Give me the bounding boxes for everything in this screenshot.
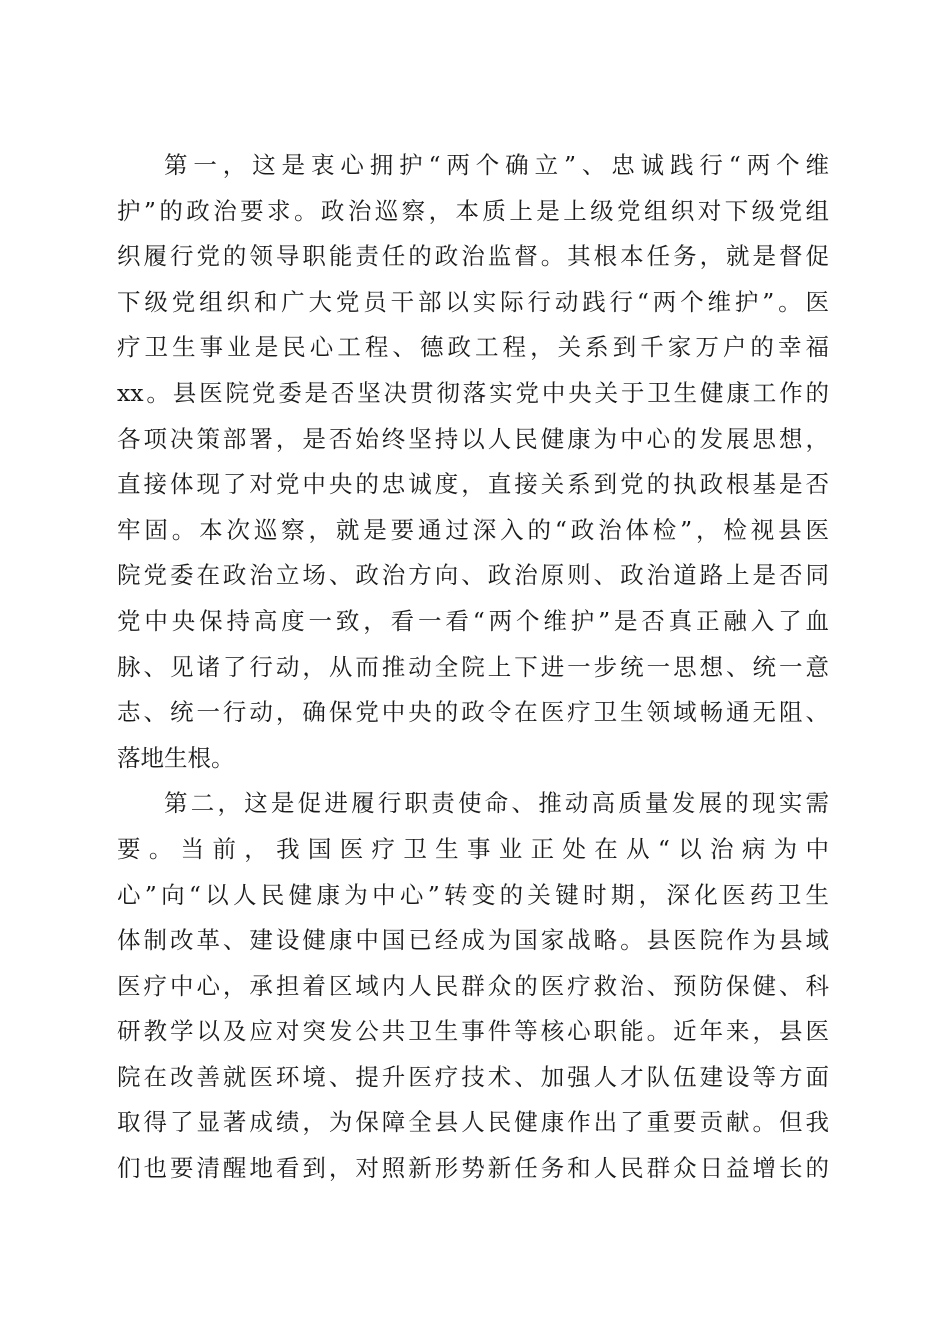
text-line: 落地生根。 — [117, 743, 235, 772]
text-line: 体制改革、建设健康中国已经成为国家战略。县医院作为县域 — [117, 926, 829, 955]
text-line: 第一，这是衷心拥护“两个确立”、忠诚践行“两个维 — [164, 151, 829, 179]
text-line: 各项决策部署，是否始终坚持以人民健康为中心的发展思想， — [117, 424, 829, 453]
text-line: 疗卫生事业是民心工程、德政工程，关系到千家万户的幸福 — [117, 333, 829, 362]
text-line: 要。当前，我国医疗卫生事业正处在从“以治病为中 — [117, 834, 829, 863]
text-line: 心”向“以人民健康为中心”转变的关键时期，深化医药卫生 — [117, 880, 829, 909]
text-line: 们也要清醒地看到，对照新形势新任务和人民群众日益增长的 — [117, 1154, 829, 1183]
text-line: 志、统一行动，确保党中央的政令在医疗卫生领域畅通无阻、 — [117, 698, 829, 727]
text-line: 牢固。本次巡察，就是要通过深入的“政治体检”，检视县医 — [117, 515, 829, 544]
text-line: 党中央保持高度一致，看一看“两个维护”是否真正融入了血 — [117, 606, 829, 635]
text-line: 下级党组织和广大党员干部以实际行动践行“两个维护”。医 — [117, 287, 829, 316]
text-line: 院党委在政治立场、政治方向、政治原则、政治道路上是否同 — [117, 561, 829, 590]
text-line: 研教学以及应对突发公共卫生事件等核心职能。近年来，县医 — [117, 1017, 829, 1046]
text-line: 第二，这是促进履行职责使命、推动高质量发展的现实需 — [164, 789, 829, 818]
paragraph-2 — [117, 781, 829, 1191]
text-line: 脉、见诸了行动，从而推动全院上下进一步统一思想、统一意 — [117, 652, 829, 681]
text-line: 直接体现了对党中央的忠诚度，直接关系到党的执政根基是否 — [117, 470, 829, 499]
document-body — [117, 143, 829, 1192]
text-line: xx。县医院党委是否坚决贯彻落实党中央关于卫生健康工作的 — [117, 378, 829, 407]
text-line: 取得了显著成绩，为保障全县人民健康作出了重要贡献。但我 — [117, 1108, 829, 1137]
text-line: 医疗中心，承担着区域内人民群众的医疗救治、预防保健、科 — [117, 971, 829, 1000]
text-line: 护”的政治要求。政治巡察，本质上是上级党组织对下级党组 — [117, 196, 829, 225]
paragraph-1 — [117, 143, 829, 781]
text-line: 织履行党的领导职能责任的政治监督。其根本任务，就是督促 — [117, 242, 829, 271]
text-line: 院在改善就医环境、提升医疗技术、加强人才队伍建设等方面 — [117, 1062, 829, 1091]
